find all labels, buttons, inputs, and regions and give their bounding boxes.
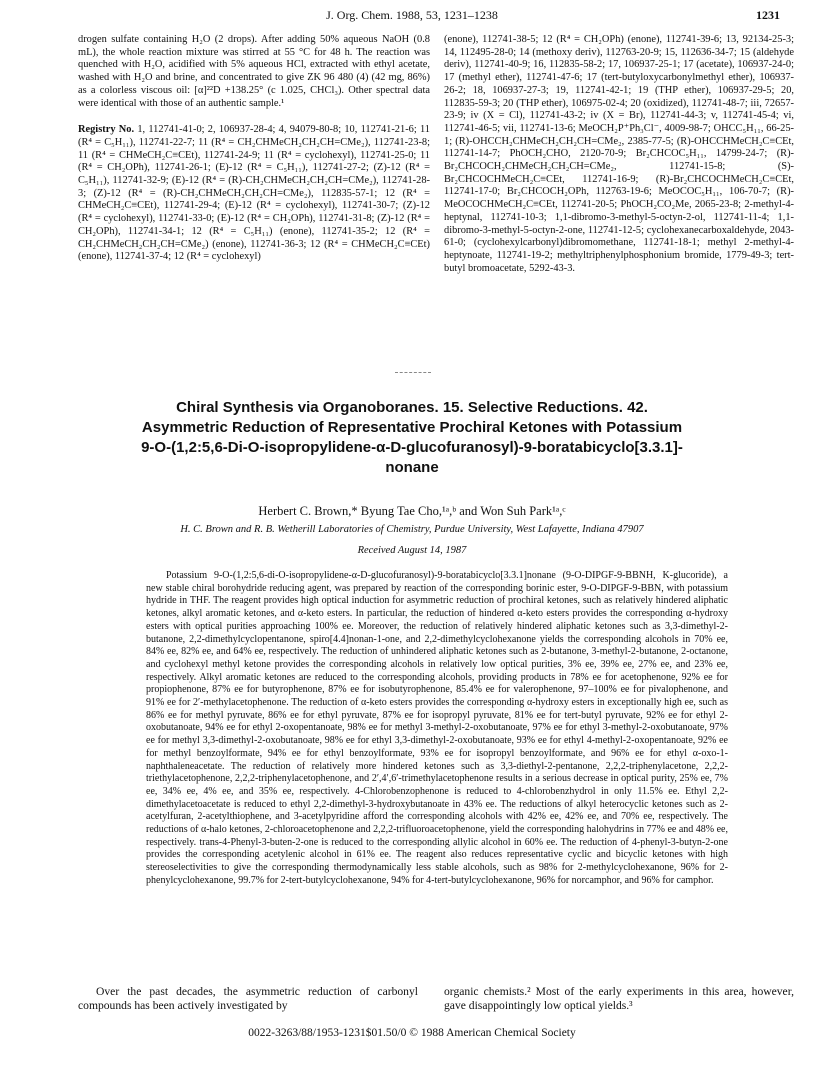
copyright-footer: 0022-3263/88/1953-1231$01.50/0 © 1988 American Chemical Society (248, 1027, 576, 1039)
right-column (444, 34, 794, 275)
title-line: Asymmetric Reduction of Representative Prochiral Ketones with Potassium (141, 419, 683, 436)
registry-label: Registry No. (78, 124, 135, 136)
registry-text: 1, 112741-41-0; 2, 106937-28-4; 4, 94079-80-8; 10, 112741-21-6; 11 (R⁴ = C₅H₁₁), 112741-22-7; 11 (R⁴ = CH₂CHMeCH₂CH₂CH=CMe₂), 112741-23-8; 11 (R⁴ = CHMeCH₂C≡CEt), 112741-24-9; 11 (R⁴ = cyclohexyl), 112741-25-0; 11 (R⁴ = CH₂OPh), 112741-26-1; (E)-12 (R⁴ = C₅H₁₁), 112741-27-2; (Z)-12 (R⁴ = C₅H₁₁), 112741-32-9; (E)-12 (R⁴ = (R)-CH₂CHMeCH₂CH₂CH=CMe₂), 112741-28-3; (Z)-12 (R⁴ = (R)-CH₂CHMeCH₂CH₂CH=CMe₂), 112835-57-1; 12 (R⁴ = CHMeCH₂C≡CEt), 112741-29-4; (E)-12 (R⁴ = cyclohexyl), 112741-30-7; (Z)-12 (R⁴ = cyclohexyl), 112741-33-0; (E)-12 (R⁴ = CH₂OPh), 112741-31-8; (Z)-12 (R⁴ = CH₂OPh), 112741-34-1; 12 (R⁴ = C₅H₁₁) (enone), 112741-35-2; 12 (R⁴ = CH₂CHMeCH₂CH₂CH=CMe₂) (enone), 112741-36-3; 12 (R⁴ = CHMeCH₂C≡CEt) (enone), 112741-37-4; 12 (R⁴ = cyclohexyl) (78, 124, 430, 263)
experimental-paragraph: drogen sulfate containing H₂O (2 drops). After adding 50% aqueous NaOH (0.8 mL), the whole reaction mixture was stirred at 55 °C for 48 h. The reaction was quenched with H₂O, acidified with 5% aqueous HCl, extracted with ethyl acetate, washed with H₂O and brine, and concentrated to give ZK 96 480 (4) (42 mg, 86%) as a colorless viscous oil: [α]²²D +138.25° (c 1.025, CHCl₃). Other spectral data were identical with those of an authentic sample.¹ (78, 34, 430, 109)
page-number: 1231 (756, 8, 780, 22)
registry-continuation: (enone), 112741-38-5; 12 (R⁴ = CH₂OPh) (enone), 112741-39-6; 13, 92134-25-3; 14, 112495-28-0; 14 (methoxy deriv), 112763-20-9; 15, 112636-34-7; 15 (aldehyde deriv), 112741-40-9; 16, 112835-58-2; 17, 106937-25-1; 17 (acetate), 106937-24-0; 17 (methyl ether), 112741-47-6; 17 (tert-butyloxycarbonylmethyl ether), 106937-26-2; 18, 106937-27-3; 19, 112741-42-1; 19 (THP ether), 106937-29-5; 20, 112835-59-3; 20 (THP ether), 106975-02-4; 20 (oxidized), 112741-48-7; iii, 72657-23-9; iv (X = Cl), 112741-43-2; iv (X = Br), 112741-44-3; v, 112741-45-4; vi, 112741-46-5; vii, 112741-13-6; MeOCH₂P⁺Ph₃Cl⁻, 4009-98-7; OHCC₅H₁₁, 66-25-1; (R)-OHCCH₂CHMeCH₂CH₂CH=CMe₂, 2385-77-5; (R)-OHCCHMeCH₂C≡CEt, 112741-14-7; PhOCH₂CHO, 2120-70-9; Br₂CHCOC₅H₁₁, 14799-24-7; (R)-Br₂CHCOCH₂CHMeCH₂CH₂CH=CMe₂, 112741-15-8; (S)-Br₂CHCOCHMeCH₂C≡CEt, 112741-16-9; (R)-Br₂CHCOCHMeCH₂C≡CEt, 112741-17-0; Br₂CHCOCH₂OPh, 112763-19-6; MeOCOC₅H₁₁, 106-70-7; (R)-MeOCOCHMeCH₂C≡CEt, 112741-20-5; PhOCH₂CO₂Me, 2065-23-8; 2-methyl-4-heptynal, 112741-10-3; 1,1-dibromo-3-methyl-5-octyn-2-ol, 112741-11-4; 1,1-dibromo-3-methyl-5-octyn-2-one, 112741-12-5; cyclohexanecarboxaldehyde, 2043-61-0; (cyclohexylcarbonyl)dibromomethane, 112741-18-1; methyl 2-methyl-4-heptynoate, 112741-19-2; methyltriphenylphosphonium bromide, 1779-49-3; tert-butyl bromoacetate, 5292-43-3. (444, 34, 794, 274)
article-title (70, 398, 754, 478)
running-header (0, 8, 824, 26)
section-divider (395, 372, 431, 373)
left-column (78, 34, 430, 264)
journal-citation: J. Org. Chem. 1988, 53, 1231–1238 (326, 8, 498, 22)
title-line: Chiral Synthesis via Organoboranes. 15. Selective Reductions. 42. (176, 399, 648, 416)
body-text-right: organic chemists.² Most of the early experiments in this area, however, gave disappointingly low optical yields.³ (444, 985, 794, 1012)
registry-paragraph (78, 124, 430, 264)
title-line: nonane (385, 459, 439, 476)
body-text-left: Over the past decades, the asymmetric reduction of carbonyl compounds has been actively investigated by (78, 985, 418, 1012)
affiliation: H. C. Brown and R. B. Wetherill Laboratories of Chemistry, Purdue University, West Lafayette, Indiana 47907 (180, 524, 644, 535)
received-date: Received August 14, 1987 (357, 545, 467, 556)
author-list: Herbert C. Brown,* Byung Tae Cho,¹ᵃ,ᵇ and Won Suh Park¹ᵃ,ᶜ (258, 504, 566, 518)
title-line: 9-O-(1,2:5,6-Di-O-isopropylidene-α-D-glucofuranosyl)-9-boratabicyclo[3.3.1]- (141, 439, 683, 456)
abstract: Potassium 9-O-(1,2:5,6-di-O-isopropylidene-α-D-glucofuranosyl)-9-boratabicyclo[3.3.1]nonane (9-O-DIPGF-9-BBNH, K-glucoride), a new stable chiral borohydride reducing agent, was prepared by reaction of the corresponding borinic ester, 9-O-DIPGF-9-BBN, with potassium hydride in THF. The reagent provides high optical induction for asymmetric reduction of prochiral ketones, such as relatively hindered aliphatic ketones, alkyl aromatic ketones, and α-keto esters. In particular, the reduction of hindered α-keto esters provides the corresponding α-hydroxy esters with optical purities approaching 100% ee. Moreover, the reduction of relatively hindered aliphatic ketones such as 3,3-dimethyl-2-butanone, 2,2-dimethylcyclopentanone, spiro[4.4]nonan-1-one, and 2,2-dimethylcyclohexanone yields the corresponding alcohols in 70% ee, 84% ee, 82% ee, and 64% ee, respectively. The reduction of unhindered aliphatic ketones such as 2-butanone, 3-methyl-2-butanone, 2-octanone, and cyclohexyl methyl ketone provides the corresponding alcohols in relatively low optical purities, 3% ee, 39% ee, 27% ee, and 23% ee, respectively. Alkyl aromatic ketones are reduced to the corresponding alcohols, providing products in 78% ee for acetophenone, 92% ee for propiophenone, 87% ee for butyrophenone, 87% ee for isobutyrophenone, 85.4% ee for valerophenone, 97–100% ee for pivalophenone, and 91% ee for 2′-methylacetophenone. The reduction of α-keto esters provides the corresponding α-hydroxy esters in exceptionally high ee, such as 86% ee for methyl pyruvate, 86% ee for ethyl pyruvate, 87% ee for isopropyl pyruvate, 81% ee for tert-butyl pyruvate, 92% ee for ethyl 2-oxobutanoate, 94% ee for ethyl 2-oxopentanoate, 98% ee for methyl 3-methyl-2-oxobutanoate, 97% ee for ethyl 3-methyl-2-oxobutanoate, 97% ee for methyl 3,3-dimethyl-2-oxobutanoate, 98% ee for ethyl 3,3-dimethyl-2-oxobutanoate, 93% ee for ethyl 4-methyl-2-oxopentanoate, 92% ee for methyl benzoylformate, 94% ee for ethyl benzoylformate, 93% ee for isopropyl benzoylformate, and 96% ee for ethyl α-oxo-1-naphthaleneacetate. The reduction of relatively more hindered ketones such as 3,3-diethyl-2-pentanone, 2,2,2-triphenylacetone, 2,2,2-triethylacetophenone, 2,2,2-triphenylacetophenone, and 2′,4′,6′-trimethylacetophenone results in a serious decrease in optical purity, 25% ee, 7% ee, 34% ee, 4% ee, and 35% ee, respectively. 4-Chlorobenzophenone is reduced to 4-chlorobenzhydrol in only 11.5% ee. Ethyl 2,2-dimethylacetoacetate is reduced to ethyl 2,2-dimethyl-3-hydroxybutanoate in 43% ee. The reductions of alkyl heterocyclic ketones such as 2-acetylfuran, 2-acetylthiophene, and 3-acetylpyridine afford the corresponding alcohols with 42% ee, 42% ee, and 70% ee, respectively. The reductions of α-halo ketones, 2-chloroacetophenone and 2,2,2-trifluoroacetophenone, yield the corresponding halohydrins in 77% ee and 48% ee, respectively. trans-4-Phenyl-3-buten-2-one is reduced to the corresponding allylic alcohol in 60% ee. The reduction of 4-phenyl-3-butyn-2-one provides the corresponding acetylenic alcohol in 61% ee. The reagent also reduces representative cyclic and bicyclic ketones with high stereoselectivities to give the corresponding thermodynamically less stable alcohols, such as 98% for 2-methylcyclohexanone, 96% for 2-phenylcyclohexanone, 99.7% for 2-tert-butylcyclohexanone, 94% for 4-tert-butylcyclohexanone, 96% for norcamphor, and 96% for camphor. (146, 570, 728, 886)
